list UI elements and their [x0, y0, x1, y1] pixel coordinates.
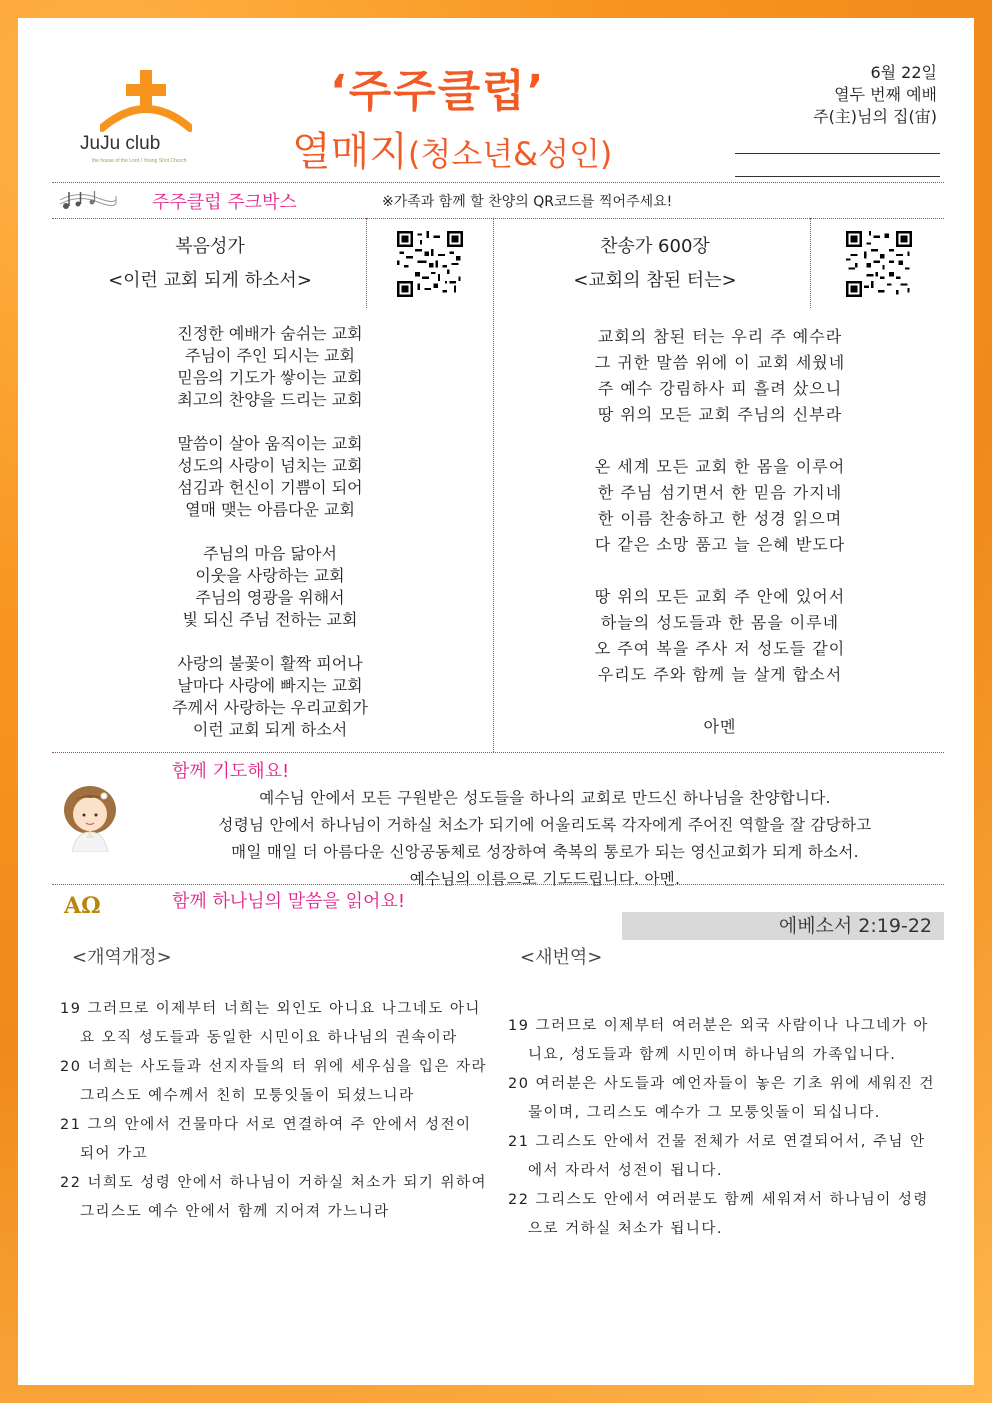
praying-girl-icon: [58, 782, 122, 852]
lyrics-line: 교회의 참된 터는 우리 주 예수라: [597, 327, 843, 346]
divider: [52, 752, 944, 753]
bulletin-title: ‘주주클럽’: [330, 66, 546, 117]
subtitle-main: 열매지: [292, 129, 408, 175]
prayer-text: [150, 785, 940, 893]
bible-verse: 19 그러므로 이제부터 너희는 외인도 아니요 나그네도 아니요 오직 성도들과 동일한 시민이요 하나님의 권속이라: [60, 1001, 481, 1046]
lyrics-line: 하늘의 성도들과 한 몸을 이루네: [600, 613, 840, 632]
lyrics-line: 땅 위의 모든 교회 주님의 신부라: [597, 405, 843, 424]
cross-logo-icon: [100, 68, 192, 134]
lyrics-stanza: [540, 454, 900, 558]
lyrics-line: 이런 교회 되게 하소서: [192, 720, 348, 739]
song-left-lyrics: [110, 323, 430, 763]
lyrics-line: 성도의 사랑이 넘치는 교회: [177, 456, 363, 475]
date-box: [813, 62, 937, 128]
lyrics-stanza: [110, 323, 430, 411]
bible-verse: 20 너희는 사도들과 선지자들의 터 위에 세우심을 입은 자라 그리스도 예수께서 친히 모퉁잇돌이 되셨느니라: [60, 1059, 487, 1104]
song-right-name: <교회의 참된 터는>: [573, 270, 737, 291]
alpha-omega-icon: AΩ: [64, 893, 101, 919]
qr-divider: [366, 218, 367, 308]
lyrics-line: 사랑의 불꽃이 활짝 피어나: [177, 654, 363, 673]
song-left-header: [60, 230, 360, 298]
bible-verse: 20 여러분은 사도들과 예언자들이 놓은 기초 위에 세워진 건물이며, 그리스도 예수가 그 모퉁잇돌이 되십니다.: [508, 1076, 935, 1121]
lyrics-line: 주께서 사랑하는 우리교회가: [172, 698, 368, 717]
bible-verse: 22 그리스도 안에서 여러분도 함께 세워져서 하나님이 성령으로 거하실 처소가 됩니다.: [508, 1192, 929, 1237]
bible-verse: 21 그의 안에서 건물마다 서로 연결하여 주 안에서 성전이 되어 가고: [60, 1117, 472, 1162]
bible-verse: 19 그러므로 이제부터 여러분은 외국 사람이나 나그네가 아니요, 성도들과 함께 시민이며 하나님의 가족입니다.: [508, 1018, 929, 1063]
prayer-title: 함께 기도해요!: [172, 761, 290, 782]
amen-text: 아멘: [703, 717, 737, 736]
lyrics-line: 땅 위의 모든 교회 주 안에 있어서: [594, 587, 846, 606]
lyrics-stanza: [540, 584, 900, 688]
lyrics-line: 섬김과 헌신이 기쁨이 되어: [177, 478, 363, 497]
bulletin-subtitle: [292, 120, 612, 177]
left-verses: [60, 995, 490, 1227]
lyrics-stanza: [540, 324, 900, 428]
divider: [735, 176, 940, 177]
prayer-line: 성령님 안에서 하나님이 거하실 처소가 되기에 어울리도록 각자에게 주어진 역할을 잘 감당하고: [218, 816, 872, 834]
jukebox-title: 주주클럽 주크박스: [152, 192, 297, 213]
song-right-category: 찬송가 600장: [600, 236, 710, 257]
subtitle-paren: (청소년&성인): [407, 135, 613, 173]
right-version-label: <새번역>: [520, 947, 603, 968]
place: 주(主)님의 집(宙): [813, 107, 937, 126]
divider: [52, 884, 944, 885]
lyrics-line: 주님의 영광을 위해서: [195, 588, 345, 607]
lyrics-line: 날마다 사랑에 빠지는 교회: [177, 676, 363, 695]
lyrics-line: 말씀이 살아 움직이는 교회: [177, 434, 363, 453]
lyrics-line: 주님의 마음 닮아서: [203, 544, 337, 563]
column-divider: [493, 218, 494, 752]
song-left-name: <이런 교회 되게 하소서>: [108, 270, 312, 291]
qr-code-icon[interactable]: [397, 231, 463, 297]
lyrics-line: 한 주님 섬기면서 한 믿음 가지네: [597, 483, 843, 502]
prayer-line: 매일 매일 더 아름다운 신앙공동체로 성장하여 축복의 통로가 되는 영신교회가 되게 하소서.: [231, 843, 859, 861]
qr-code-icon[interactable]: [846, 231, 912, 297]
song-right-lyrics: [540, 324, 900, 714]
lyrics-line: 최고의 찬양을 드리는 교회: [177, 390, 363, 409]
lyrics-line: 오 주여 복을 주사 저 성도들 같이: [594, 639, 846, 658]
lyrics-line: 주님이 주인 되시는 교회: [185, 346, 355, 365]
lyrics-stanza: [110, 653, 430, 741]
lyrics-line: 이웃을 사랑하는 교회: [195, 566, 345, 585]
lyrics-line: 온 세계 모든 교회 한 몸을 이루어: [594, 457, 846, 476]
service-name: 열두 번째 예배: [834, 85, 937, 104]
lyrics-line: 한 이름 찬송하고 한 성경 읽으며: [597, 509, 843, 528]
date: 6월 22일: [870, 63, 937, 82]
lyrics-line: 다 같은 소망 품고 늘 은혜 받도다: [594, 535, 846, 554]
left-version-label: <개역개정>: [72, 947, 172, 968]
qr-divider: [810, 218, 811, 308]
song-left-category: 복음성가: [175, 236, 245, 257]
logo-subtitle: the house of the Lord / Young Shot Church: [92, 158, 187, 164]
lyrics-line: 우리도 주와 함께 늘 살게 합소서: [597, 665, 843, 684]
scripture-reference: [622, 912, 944, 940]
jukebox-note: ※가족과 함께 할 찬양의 QR코드를 찍어주세요!: [382, 194, 673, 210]
lyrics-line: 열매 맺는 아름다운 교회: [185, 500, 355, 519]
prayer-line: 예수님 안에서 모든 구원받은 성도들을 하나의 교회로 만드신 하나님을 찬양합니다.: [259, 789, 831, 807]
bible-verse: 22 너희도 성령 안에서 하나님이 거하실 처소가 되기 위하여 그리스도 예수 안에서 함께 지어져 가느니라: [60, 1175, 487, 1220]
music-notes-icon: [58, 186, 118, 214]
song-right-header: [505, 230, 805, 298]
word-title: 함께 하나님의 말씀을 읽어요!: [172, 891, 406, 912]
divider: [52, 182, 944, 183]
lyrics-stanza: [110, 433, 430, 521]
divider: [735, 153, 940, 154]
lyrics-line: 믿음의 기도가 쌓이는 교회: [177, 368, 363, 387]
scripture-reference-text: 에베소서 2:19-22: [778, 915, 932, 937]
lyrics-line: 빛 되신 주님 전하는 교회: [182, 610, 358, 629]
lyrics-line: 진정한 예배가 숨쉬는 교회: [177, 324, 363, 343]
prayer-line: 예수님의 이름으로 기도드립니다. 아멘.: [409, 870, 681, 888]
lyrics-stanza: [110, 543, 430, 631]
right-verses: [508, 1012, 938, 1244]
lyrics-line: 주 예수 강림하사 피 흘려 샀으니: [597, 379, 843, 398]
bible-verse: 21 그리스도 안에서 건물 전체가 서로 연결되어서, 주님 안에서 자라서 성전이 됩니다.: [508, 1134, 926, 1179]
logo-text: JuJu club: [80, 133, 161, 154]
lyrics-line: 그 귀한 말씀 위에 이 교회 세웠네: [594, 353, 846, 372]
